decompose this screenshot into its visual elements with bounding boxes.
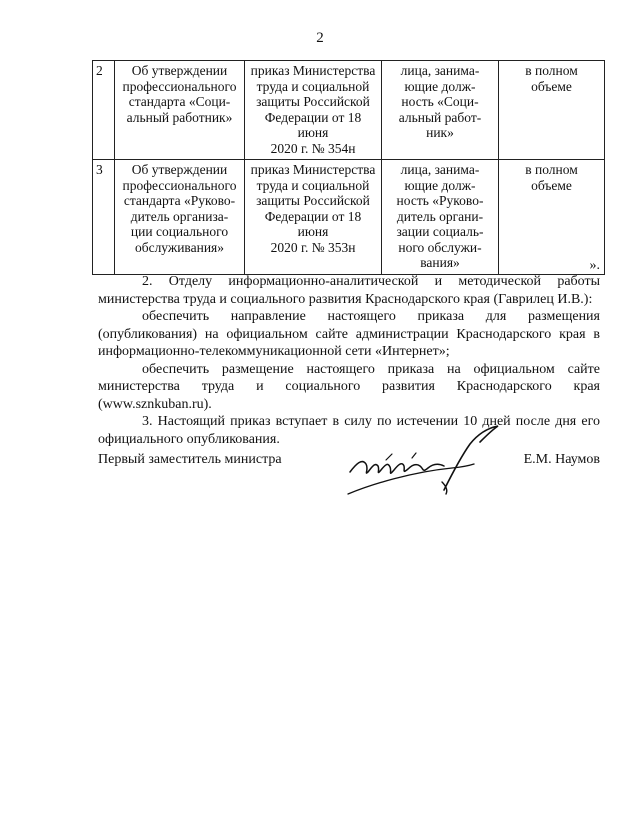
- signer-name: Е.М. Наумов: [523, 452, 600, 467]
- act-name-cell: Об утверждении профессионального стандарта «Руково- дитель организа- ции социального обслуживания»: [115, 160, 245, 275]
- scope-cell: в полном объеме: [499, 160, 605, 275]
- row-number-cell: 3: [93, 160, 115, 275]
- page-number: 2: [316, 30, 324, 46]
- table-closing-quote: ».: [589, 258, 600, 273]
- table-row: [93, 160, 605, 275]
- act-name-cell: Об утверждении профессионального стандарта «Соци- альный работник»: [115, 61, 245, 160]
- order-details-cell: приказ Министерства труда и социальной защиты Российской Федерации от 18 июня 2020 г. № 353н: [245, 160, 382, 275]
- acts-table: [92, 60, 605, 275]
- paragraph-2-item-2: обеспечить размещение настоящего приказа на официальном сайте министерства труда и социального развития Краснодарского края (www.sznkuban.ru).: [98, 361, 600, 412]
- handwritten-signature-icon: [342, 420, 512, 500]
- paragraph-3: 3. Настоящий приказ вступает в силу по истечении 10 дней после дня его официального опубликования.: [98, 414, 600, 447]
- positions-cell: лица, занима- ющие долж- ность «Руково- дитель органи- зации социаль- ного обслужи- вания»: [382, 160, 499, 275]
- order-details-cell: приказ Министерства труда и социальной защиты Российской Федерации от 18 июня 2020 г. № 354н: [245, 61, 382, 160]
- row-number-cell: 2: [93, 61, 115, 160]
- paragraph-2-item-1: обеспечить направление настоящего приказа для размещения (опубликования) на официальном сайте администрации Краснодарского края в информационно-телекоммуникационной сети «Интернет»;: [98, 309, 600, 359]
- table-row: [93, 61, 605, 160]
- scope-cell: в полном объеме: [499, 61, 605, 160]
- positions-cell: лица, занима- ющие долж- ность «Соци- альный работ- ник»: [382, 61, 499, 160]
- signer-position: Первый заместитель министра: [98, 452, 282, 467]
- paragraph-2: 2. Отделу информационно-аналитической и методической работы министерства труда и социального развития Краснодарского края (Гаврилец И.В.):: [98, 274, 600, 307]
